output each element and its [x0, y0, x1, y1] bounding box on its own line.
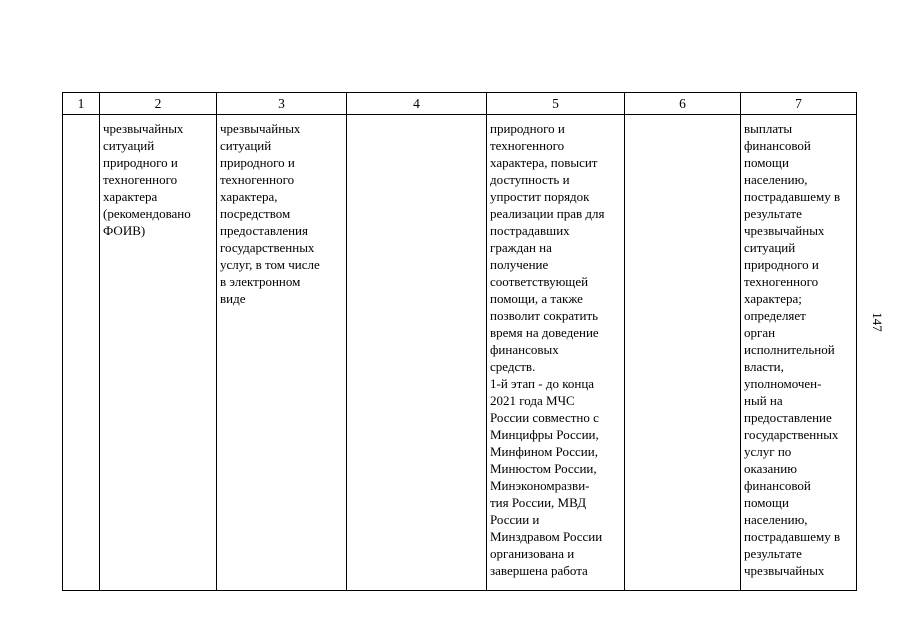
- cell-text-line: упростит порядок: [490, 189, 590, 204]
- cell-text-line: Минфином России,: [490, 444, 598, 459]
- cell-text-line: техногенного: [103, 172, 178, 187]
- header-cell-5: 5: [487, 93, 625, 115]
- cell-text-line: помощи, а также: [490, 291, 583, 306]
- cell-text-line: ситуаций: [103, 138, 155, 153]
- cell-text-line: Минцифры России,: [490, 427, 599, 442]
- header-cell-3: 3: [217, 93, 347, 115]
- cell-text-line: власти,: [744, 359, 784, 374]
- cell-text-line: позволит сократить: [490, 308, 599, 323]
- cell-text-line: предоставления: [220, 223, 308, 238]
- cell-text-line: соответствующей: [490, 274, 589, 289]
- header-row: [63, 93, 857, 115]
- cell-text-line: (рекомендовано: [103, 206, 191, 221]
- cell-text-line: природного и: [220, 155, 295, 170]
- cell-text-line: реализации прав для: [490, 206, 605, 221]
- cell-text-line: государственных: [220, 240, 315, 255]
- cell-text-line: организована и: [490, 546, 575, 561]
- cell-text-line: 1-й этап - до конца: [490, 376, 595, 391]
- cell-text-line: ФОИВ): [103, 223, 146, 238]
- table-cell-col-2: [100, 115, 217, 591]
- page-number: 147: [870, 312, 885, 332]
- cell-text-line: время на доведение: [490, 325, 599, 340]
- cell-text-line: результате: [744, 546, 802, 561]
- header-cell-2: 2: [100, 93, 217, 115]
- cell-text-line: помощи: [744, 495, 789, 510]
- cell-text-line: ситуаций: [220, 138, 272, 153]
- cell-text-line: характера: [103, 189, 158, 204]
- table-cell-col-1: [63, 115, 100, 591]
- cell-text-line: государственных: [744, 427, 839, 442]
- cell-text-line: пострадавших: [490, 223, 570, 238]
- cell-text-line: предоставление: [744, 410, 832, 425]
- header-cell-4: 4: [347, 93, 487, 115]
- cell-text-line: граждан на: [490, 240, 552, 255]
- cell-text-line: чрезвычайных: [744, 223, 825, 238]
- cell-text-line: чрезвычайных: [220, 121, 301, 136]
- cell-text-line: характера;: [744, 291, 802, 306]
- cell-text-line: финансовых: [490, 342, 559, 357]
- table-row: [63, 115, 857, 591]
- cell-text-line: в электронном: [220, 274, 301, 289]
- cell-text-line: населению,: [744, 172, 808, 187]
- cell-text-line: пострадавшему в: [744, 529, 841, 544]
- cell-text-line: Минэкономразви-: [490, 478, 590, 493]
- cell-text-line: характера,: [220, 189, 278, 204]
- table-cell-col-3: [217, 115, 347, 591]
- header-cell-6: 6: [625, 93, 741, 115]
- cell-text-line: завершена работа: [490, 563, 588, 578]
- cell-text-line: финансовой: [744, 478, 811, 493]
- cell-text-line: России и: [490, 512, 540, 527]
- table-cell-col-4: [347, 115, 487, 591]
- cell-text-line: Минздравом России: [490, 529, 603, 544]
- cell-text-line: природного и: [744, 257, 819, 272]
- cell-text-line: получение: [490, 257, 549, 272]
- cell-text-line: уполномочен-: [744, 376, 822, 391]
- cell-text-line: ситуаций: [744, 240, 796, 255]
- cell-text-line: выплаты: [744, 121, 793, 136]
- cell-text-line: доступность и: [490, 172, 570, 187]
- cell-text-line: чрезвычайных: [744, 563, 825, 578]
- cell-text-line: орган: [744, 325, 776, 340]
- cell-text-line: ный на: [744, 393, 783, 408]
- cell-text-line: пострадавшему в: [744, 189, 841, 204]
- cell-text-line: Минюстом России,: [490, 461, 597, 476]
- cell-text-line: природного и: [490, 121, 565, 136]
- cell-text-line: помощи: [744, 155, 789, 170]
- cell-text-line: чрезвычайных: [103, 121, 184, 136]
- document-table: [62, 92, 857, 591]
- cell-text-line: посредством: [220, 206, 291, 221]
- header-cell-7: 7: [741, 93, 857, 115]
- cell-text-line: оказанию: [744, 461, 797, 476]
- cell-text-line: финансовой: [744, 138, 811, 153]
- cell-text-line: услуг, в том числе: [220, 257, 320, 272]
- cell-text-line: результате: [744, 206, 802, 221]
- cell-text-line: тия России, МВД: [490, 495, 587, 510]
- table-cell-col-7: [741, 115, 857, 591]
- header-cell-1: 1: [63, 93, 100, 115]
- cell-text-line: определяет: [744, 308, 806, 323]
- cell-text-line: услуг по: [744, 444, 792, 459]
- cell-text-line: техногенного: [490, 138, 565, 153]
- cell-text-line: виде: [220, 291, 246, 306]
- cell-text-line: исполнительной: [744, 342, 835, 357]
- cell-text-line: России совместно с: [490, 410, 599, 425]
- table-cell-col-5: [487, 115, 625, 591]
- cell-text-line: природного и: [103, 155, 178, 170]
- cell-text-line: техногенного: [220, 172, 295, 187]
- cell-text-line: средств.: [490, 359, 536, 374]
- cell-text-line: 2021 года МЧС: [490, 393, 575, 408]
- table-cell-col-6: [625, 115, 741, 591]
- cell-text-line: характера, повысит: [490, 155, 598, 170]
- cell-text-line: техногенного: [744, 274, 819, 289]
- cell-text-line: населению,: [744, 512, 808, 527]
